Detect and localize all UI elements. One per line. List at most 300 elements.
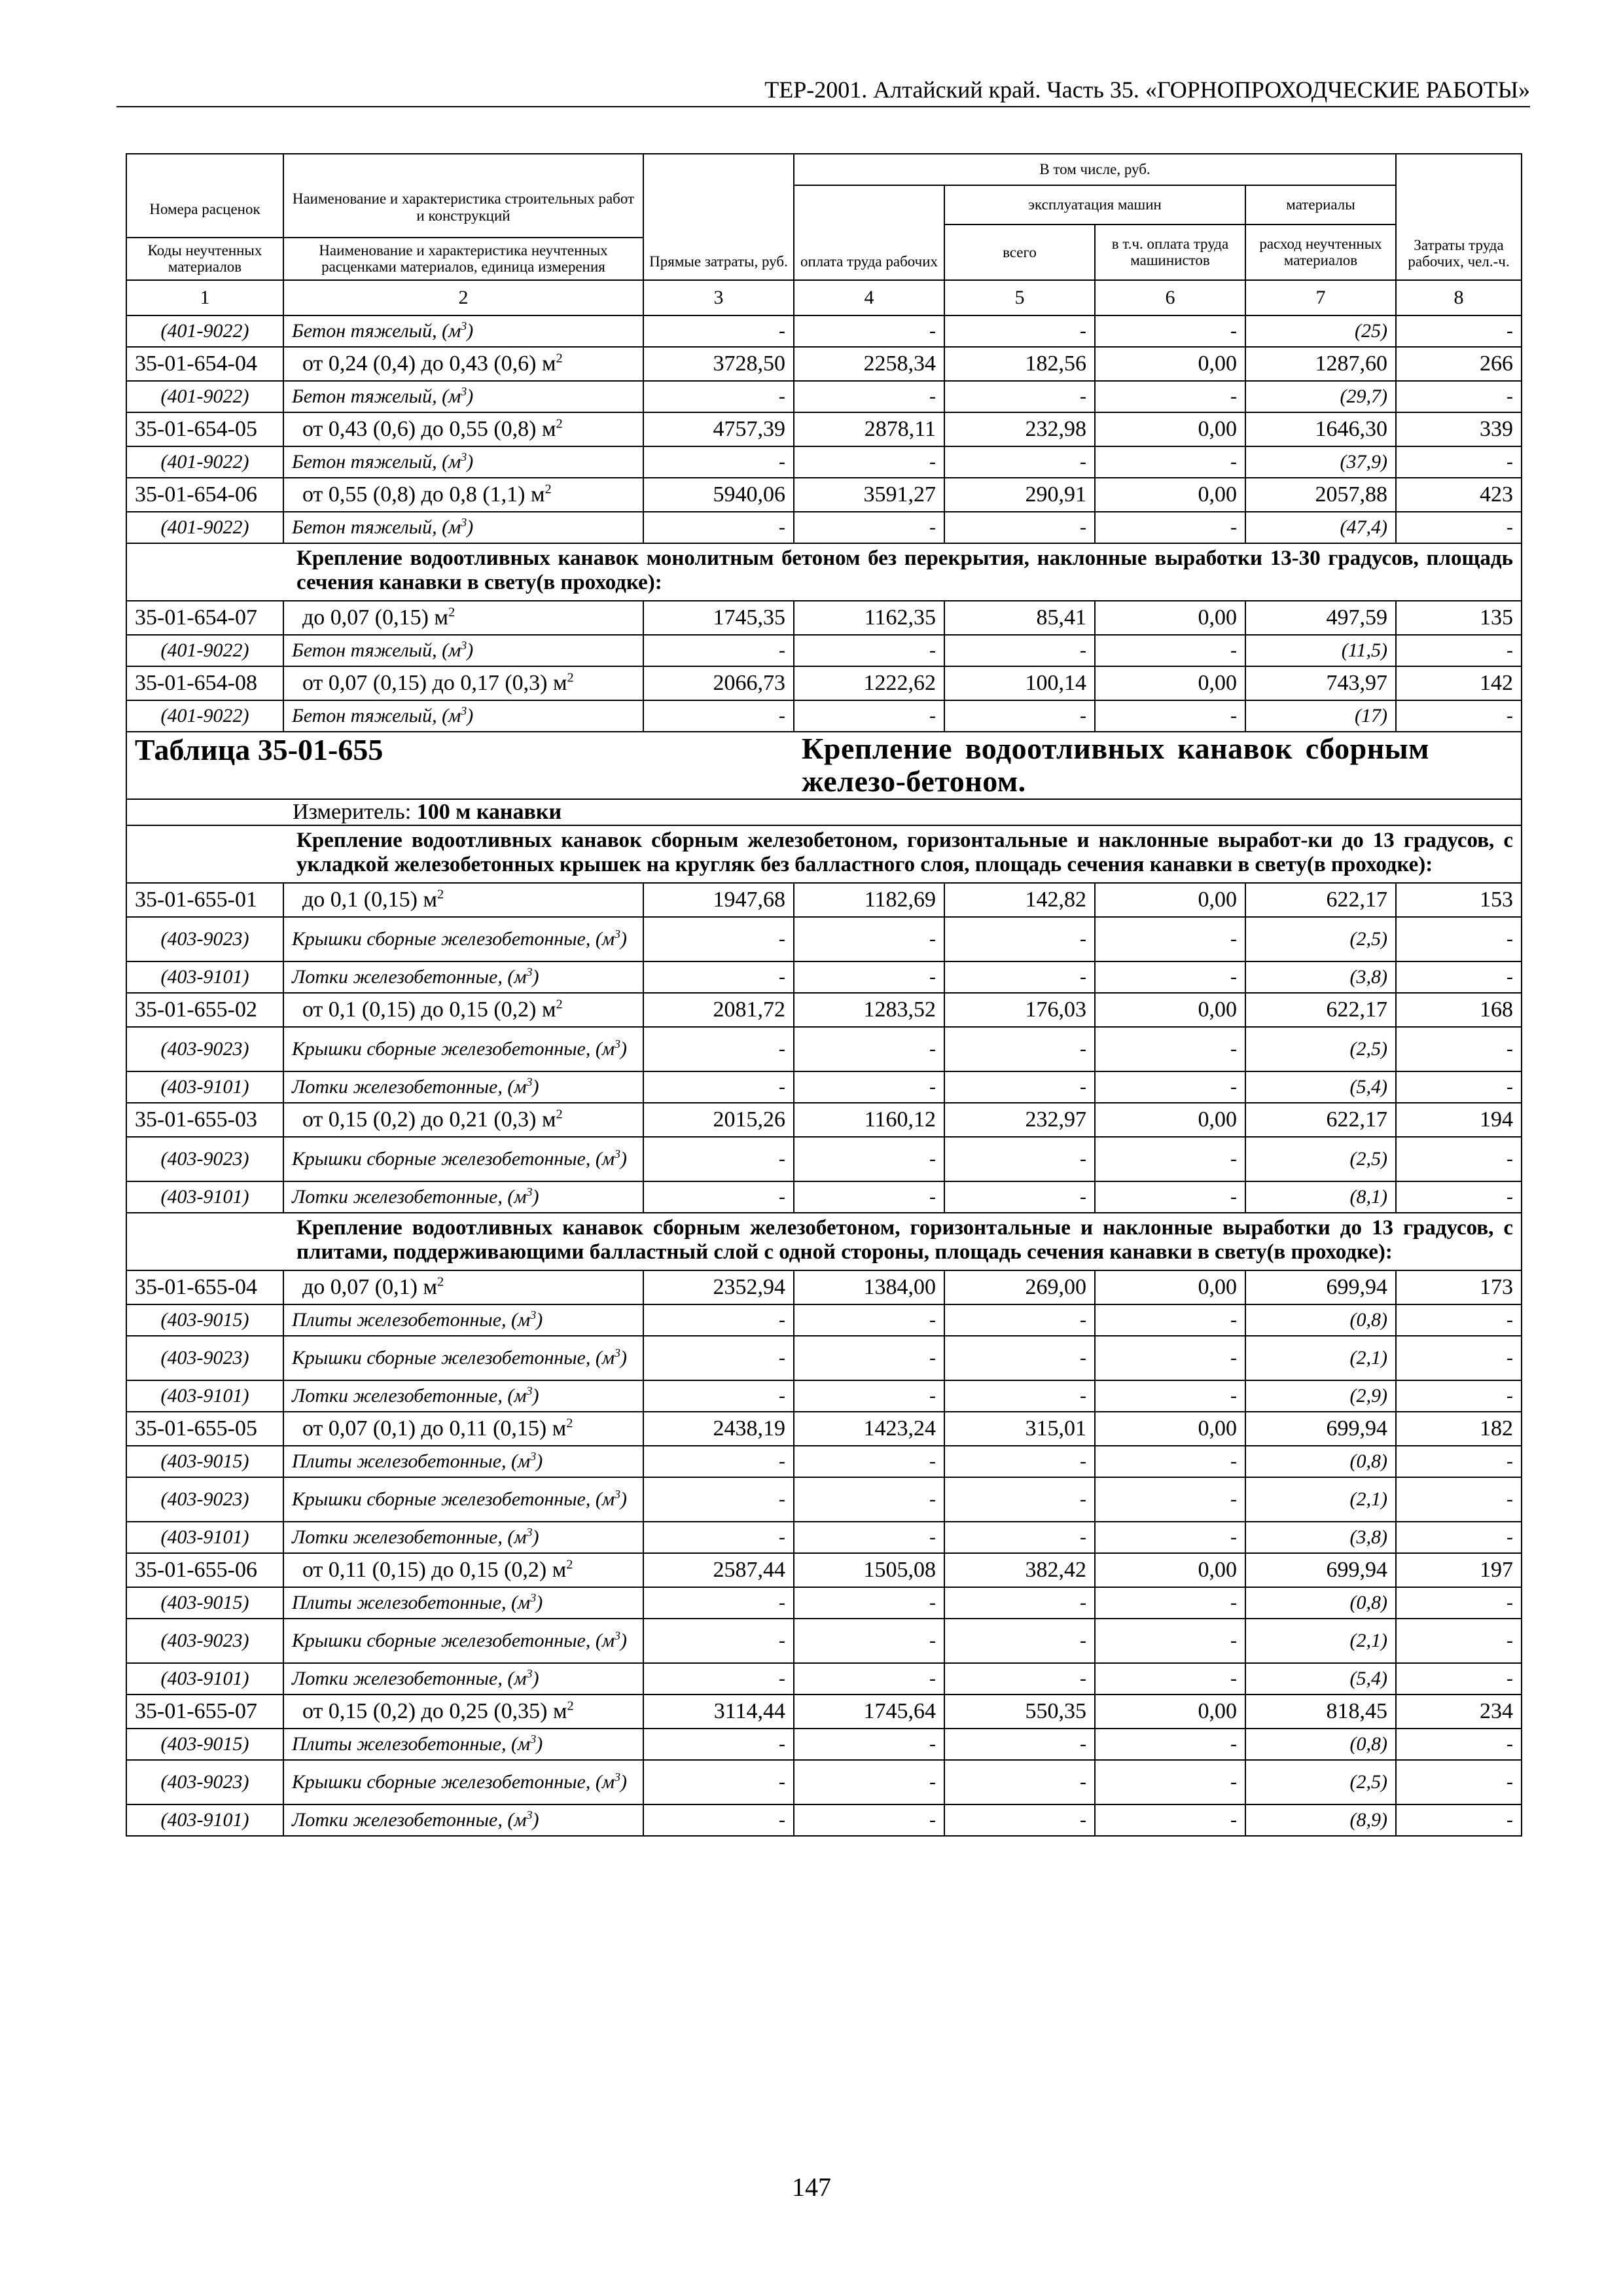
unit-exponent: 2 xyxy=(566,1416,573,1431)
rate-code: 35-01-655-03 xyxy=(126,1103,283,1137)
header-machinist-pay: в т.ч. оплата труда машинистов xyxy=(1095,224,1245,280)
material-row xyxy=(126,1477,1522,1522)
value-cell: - xyxy=(1095,446,1245,478)
value-cell: - xyxy=(1396,1477,1522,1522)
header-work-name: Наименование и характеристика строительных работ и конструкций xyxy=(283,154,643,238)
value-cell: - xyxy=(643,1304,794,1336)
value-cell: 1222,62 xyxy=(794,666,944,700)
material-consumption: (8,1) xyxy=(1245,1181,1396,1213)
value-cell: - xyxy=(794,1304,944,1336)
header-machine-operation: эксплуатация машин xyxy=(944,185,1245,224)
value-cell: 1287,60 xyxy=(1245,347,1396,381)
material-name xyxy=(283,1336,643,1380)
value-cell: - xyxy=(1396,1336,1522,1380)
value-cell: - xyxy=(794,315,944,347)
value-cell: - xyxy=(643,1071,794,1103)
material-name-text: Лотки железобетонные, (м xyxy=(292,1808,527,1831)
rate-description-text: от 0,15 (0,2) до 0,21 (0,3) м xyxy=(302,1107,556,1132)
unit-exponent: 2 xyxy=(544,482,552,497)
value-cell: - xyxy=(944,961,1095,993)
unit-exponent: 3 xyxy=(526,1075,533,1088)
value-cell: - xyxy=(1396,1663,1522,1695)
material-code: (401-9022) xyxy=(126,381,283,412)
value-cell: 153 xyxy=(1396,883,1522,917)
value-cell: - xyxy=(1095,512,1245,543)
value-cell: - xyxy=(794,1619,944,1663)
value-cell: - xyxy=(1396,1804,1522,1836)
value-cell: - xyxy=(643,917,794,961)
value-cell: - xyxy=(1095,1663,1245,1695)
rate-description-text: до 0,07 (0,1) м xyxy=(302,1274,437,1299)
material-consumption: (2,5) xyxy=(1245,1760,1396,1804)
value-cell: 194 xyxy=(1396,1103,1522,1137)
material-name xyxy=(283,1137,643,1181)
value-cell: 176,03 xyxy=(944,993,1095,1027)
unit-suffix: ) xyxy=(532,1185,539,1208)
value-cell: - xyxy=(643,1137,794,1181)
value-cell: - xyxy=(1095,381,1245,412)
value-cell: 1505,08 xyxy=(794,1553,944,1587)
material-code: (401-9022) xyxy=(126,700,283,732)
unit-suffix: ) xyxy=(467,450,474,473)
value-cell: - xyxy=(643,961,794,993)
value-cell: - xyxy=(944,1522,1095,1553)
material-name xyxy=(283,1619,643,1663)
value-cell: - xyxy=(1095,1477,1245,1522)
value-cell: - xyxy=(1396,1446,1522,1477)
value-cell: - xyxy=(1396,700,1522,732)
material-row xyxy=(126,635,1522,666)
value-cell: 4757,39 xyxy=(643,412,794,446)
value-cell: 339 xyxy=(1396,412,1522,446)
rate-row xyxy=(126,666,1522,700)
value-cell: - xyxy=(1396,1137,1522,1181)
material-row xyxy=(126,1446,1522,1477)
value-cell: - xyxy=(944,1304,1095,1336)
value-cell: - xyxy=(944,1181,1095,1213)
rate-row xyxy=(126,883,1522,917)
rate-code: 35-01-654-04 xyxy=(126,347,283,381)
section-spacer xyxy=(126,825,283,883)
value-cell: - xyxy=(794,1071,944,1103)
value-cell: - xyxy=(1095,1336,1245,1380)
rate-description-text: от 0,07 (0,1) до 0,11 (0,15) м xyxy=(302,1416,567,1441)
value-cell: - xyxy=(643,315,794,347)
value-cell: - xyxy=(1095,700,1245,732)
material-name-text: Лотки железобетонные, (м xyxy=(292,965,527,988)
value-cell: - xyxy=(643,446,794,478)
rate-code: 35-01-655-05 xyxy=(126,1412,283,1446)
value-cell: 1745,64 xyxy=(794,1695,944,1729)
material-code: (403-9015) xyxy=(126,1304,283,1336)
rate-description xyxy=(283,412,643,446)
value-cell: - xyxy=(944,1587,1095,1619)
value-cell: 3728,50 xyxy=(643,347,794,381)
unit-exponent: 2 xyxy=(556,416,563,431)
value-cell: - xyxy=(794,1181,944,1213)
value-cell: - xyxy=(1396,1027,1522,1071)
material-name xyxy=(283,1522,643,1553)
value-cell: - xyxy=(1095,1304,1245,1336)
value-cell: - xyxy=(794,1137,944,1181)
material-consumption: (5,4) xyxy=(1245,1071,1396,1103)
value-cell: 0,00 xyxy=(1095,1103,1245,1137)
unit-suffix: ) xyxy=(532,1667,539,1689)
rate-description-text: от 0,11 (0,15) до 0,15 (0,2) м xyxy=(302,1557,567,1582)
material-row xyxy=(126,1619,1522,1663)
rate-description xyxy=(283,601,643,635)
material-row xyxy=(126,1336,1522,1380)
value-cell: - xyxy=(1095,1587,1245,1619)
material-name-text: Бетон тяжелый, (м xyxy=(292,639,461,661)
rate-description xyxy=(283,1412,643,1446)
material-name-text: Крышки сборные железобетонные, (м xyxy=(292,1629,615,1651)
rate-description-text: до 0,1 (0,15) м xyxy=(302,887,437,912)
value-cell: 622,17 xyxy=(1245,883,1396,917)
value-cell: 0,00 xyxy=(1095,666,1245,700)
rate-code: 35-01-655-02 xyxy=(126,993,283,1027)
value-cell: - xyxy=(643,1181,794,1213)
material-name-text: Лотки железобетонные, (м xyxy=(292,1075,527,1098)
value-cell: 1160,12 xyxy=(794,1103,944,1137)
value-cell: 2878,11 xyxy=(794,412,944,446)
measure-label: Измеритель: xyxy=(293,799,412,824)
value-cell: 1947,68 xyxy=(643,883,794,917)
material-row xyxy=(126,1522,1522,1553)
material-consumption: (2,9) xyxy=(1245,1380,1396,1412)
value-cell: - xyxy=(944,1137,1095,1181)
value-cell: - xyxy=(1095,917,1245,961)
material-name xyxy=(283,1729,643,1760)
value-cell: - xyxy=(944,1071,1095,1103)
value-cell: - xyxy=(944,512,1095,543)
value-cell: 168 xyxy=(1396,993,1522,1027)
value-cell: - xyxy=(944,700,1095,732)
value-cell: 100,14 xyxy=(944,666,1095,700)
unit-suffix: ) xyxy=(620,1346,627,1369)
unit-exponent: 3 xyxy=(530,1590,537,1604)
header-worker-pay: оплата труда рабочих xyxy=(794,185,944,280)
value-cell: 622,17 xyxy=(1245,1103,1396,1137)
unit-suffix: ) xyxy=(532,965,539,988)
value-cell: - xyxy=(1396,512,1522,543)
material-row xyxy=(126,1729,1522,1760)
value-cell: - xyxy=(1095,315,1245,347)
value-cell: - xyxy=(643,1804,794,1836)
unit-exponent: 3 xyxy=(615,927,620,941)
unit-suffix: ) xyxy=(532,1384,539,1407)
material-code: (403-9101) xyxy=(126,1380,283,1412)
material-name xyxy=(283,1181,643,1213)
unit-exponent: 2 xyxy=(567,1698,574,1713)
value-cell: 0,00 xyxy=(1095,1695,1245,1729)
value-cell: 1384,00 xyxy=(794,1270,944,1304)
value-cell: - xyxy=(1396,1181,1522,1213)
unit-suffix: ) xyxy=(620,927,627,950)
unit-suffix: ) xyxy=(620,1488,627,1510)
value-cell: - xyxy=(1095,1137,1245,1181)
material-consumption: (2,5) xyxy=(1245,1137,1396,1181)
material-name-text: Крышки сборные железобетонные, (м xyxy=(292,1346,615,1369)
value-cell: 2066,73 xyxy=(643,666,794,700)
section-heading-row xyxy=(126,543,1522,601)
value-cell: 3114,44 xyxy=(643,1695,794,1729)
value-cell: - xyxy=(1095,1380,1245,1412)
value-cell: - xyxy=(794,1587,944,1619)
unit-exponent: 3 xyxy=(615,1628,620,1642)
material-consumption: (47,4) xyxy=(1245,512,1396,543)
unit-exponent: 3 xyxy=(526,1185,533,1198)
value-cell: - xyxy=(1396,1380,1522,1412)
value-cell: - xyxy=(944,446,1095,478)
value-cell: - xyxy=(643,1663,794,1695)
column-number: 5 xyxy=(944,280,1095,315)
value-cell: 2438,19 xyxy=(643,1412,794,1446)
value-cell: 315,01 xyxy=(944,1412,1095,1446)
value-cell: 0,00 xyxy=(1095,1270,1245,1304)
material-code: (403-9023) xyxy=(126,1477,283,1522)
rate-description xyxy=(283,666,643,700)
material-name-text: Лотки железобетонные, (м xyxy=(292,1526,527,1548)
value-cell: - xyxy=(944,1619,1095,1663)
value-cell: 135 xyxy=(1396,601,1522,635)
value-cell: - xyxy=(1095,635,1245,666)
unit-exponent: 3 xyxy=(526,1808,533,1821)
material-consumption: (3,8) xyxy=(1245,1522,1396,1553)
material-name xyxy=(283,961,643,993)
value-cell: 382,42 xyxy=(944,1553,1095,1587)
material-consumption: (37,9) xyxy=(1245,446,1396,478)
value-cell: 2057,88 xyxy=(1245,478,1396,512)
material-code: (403-9023) xyxy=(126,1027,283,1071)
material-code: (403-9015) xyxy=(126,1446,283,1477)
value-cell: - xyxy=(944,315,1095,347)
value-cell: - xyxy=(643,1380,794,1412)
header-material-names: Наименование и характеристика неучтенных расценками материалов, единица измерения xyxy=(283,238,643,280)
value-cell: - xyxy=(1396,1522,1522,1553)
material-name xyxy=(283,1027,643,1071)
unit-suffix: ) xyxy=(620,1147,627,1170)
unit-exponent: 2 xyxy=(556,1107,563,1122)
value-cell: 0,00 xyxy=(1095,1412,1245,1446)
page-number: 147 xyxy=(792,2172,831,2202)
unit-exponent: 2 xyxy=(448,605,455,620)
unit-suffix: ) xyxy=(536,1732,543,1755)
value-cell: - xyxy=(1396,1071,1522,1103)
material-code: (403-9023) xyxy=(126,1137,283,1181)
material-name-text: Бетон тяжелый, (м xyxy=(292,704,461,726)
value-cell: 423 xyxy=(1396,478,1522,512)
value-cell: - xyxy=(1095,1522,1245,1553)
value-cell: - xyxy=(794,512,944,543)
material-name-text: Плиты железобетонные, (м xyxy=(292,1591,531,1613)
header-materials: материалы xyxy=(1245,185,1396,224)
value-cell: 1162,35 xyxy=(794,601,944,635)
value-cell: 232,97 xyxy=(944,1103,1095,1137)
unit-exponent: 3 xyxy=(615,1147,620,1160)
material-row xyxy=(126,381,1522,412)
material-row xyxy=(126,1380,1522,1412)
material-code: (403-9023) xyxy=(126,1336,283,1380)
material-row xyxy=(126,700,1522,732)
material-name-text: Лотки железобетонные, (м xyxy=(292,1667,527,1689)
value-cell: 550,35 xyxy=(944,1695,1095,1729)
value-cell: 0,00 xyxy=(1095,601,1245,635)
unit-exponent: 3 xyxy=(461,450,467,463)
value-cell: - xyxy=(643,1729,794,1760)
material-name-text: Бетон тяжелый, (м xyxy=(292,450,461,473)
value-cell: - xyxy=(794,1446,944,1477)
material-code: (403-9101) xyxy=(126,1804,283,1836)
material-name-text: Плиты железобетонные, (м xyxy=(292,1450,531,1472)
material-row xyxy=(126,1304,1522,1336)
rate-code: 35-01-655-07 xyxy=(126,1695,283,1729)
value-cell: 232,98 xyxy=(944,412,1095,446)
unit-suffix: ) xyxy=(467,319,474,342)
rate-row xyxy=(126,1412,1522,1446)
unit-exponent: 3 xyxy=(461,704,467,717)
value-cell: 5940,06 xyxy=(643,478,794,512)
value-cell: - xyxy=(1396,1729,1522,1760)
value-cell: 0,00 xyxy=(1095,1553,1245,1587)
material-name xyxy=(283,1804,643,1836)
value-cell: - xyxy=(794,1804,944,1836)
value-cell: - xyxy=(794,1380,944,1412)
rate-row xyxy=(126,1103,1522,1137)
value-cell: - xyxy=(643,700,794,732)
value-cell: - xyxy=(944,635,1095,666)
rate-code: 35-01-655-04 xyxy=(126,1270,283,1304)
rate-code: 35-01-654-06 xyxy=(126,478,283,512)
rate-description-text: от 0,55 (0,8) до 0,8 (1,1) м xyxy=(302,482,545,507)
rate-description xyxy=(283,478,643,512)
value-cell: - xyxy=(944,1027,1095,1071)
unit-suffix: ) xyxy=(532,1808,539,1831)
header-material-codes: Коды неучтенных материалов xyxy=(126,238,283,280)
value-cell: - xyxy=(944,917,1095,961)
material-name xyxy=(283,512,643,543)
material-name xyxy=(283,1380,643,1412)
section-heading: Крепление водоотливных канавок сборным железобетоном, горизонтальные и наклонные выработ-ки до 13 градусов, с укладкой железобетонных крышек на кругляк без балластного слоя, площадь сечения канавки в свету(в проходке): xyxy=(283,825,1522,883)
rate-description xyxy=(283,993,643,1027)
table-measure xyxy=(283,799,1522,825)
value-cell: - xyxy=(643,1446,794,1477)
rate-description xyxy=(283,883,643,917)
header-labor-costs: Затраты труда рабочих, чел.-ч. xyxy=(1396,154,1522,280)
material-name xyxy=(283,315,643,347)
value-cell: - xyxy=(1396,381,1522,412)
section-heading-row xyxy=(126,1213,1522,1270)
material-code: (401-9022) xyxy=(126,635,283,666)
material-code: (403-9101) xyxy=(126,1181,283,1213)
value-cell: 182,56 xyxy=(944,347,1095,381)
material-name-text: Бетон тяжелый, (м xyxy=(292,385,461,407)
material-name-text: Плиты железобетонные, (м xyxy=(292,1308,531,1331)
value-cell: - xyxy=(944,1804,1095,1836)
material-name-text: Бетон тяжелый, (м xyxy=(292,516,461,538)
value-cell: - xyxy=(1396,635,1522,666)
material-code: (403-9015) xyxy=(126,1587,283,1619)
value-cell: - xyxy=(944,1729,1095,1760)
unit-exponent: 2 xyxy=(437,1274,444,1289)
unit-suffix: ) xyxy=(620,1037,627,1060)
rate-description xyxy=(283,1103,643,1137)
header-machine-total: всего xyxy=(944,224,1095,280)
material-name xyxy=(283,1071,643,1103)
value-cell: 173 xyxy=(1396,1270,1522,1304)
material-consumption: (25) xyxy=(1245,315,1396,347)
value-cell: - xyxy=(1095,1729,1245,1760)
column-number: 6 xyxy=(1095,280,1245,315)
material-code: (403-9101) xyxy=(126,1522,283,1553)
material-consumption: (11,5) xyxy=(1245,635,1396,666)
value-cell: - xyxy=(643,1477,794,1522)
material-name xyxy=(283,1587,643,1619)
unit-exponent: 2 xyxy=(556,997,563,1012)
value-cell: - xyxy=(794,1336,944,1380)
value-cell: - xyxy=(643,1587,794,1619)
material-name-text: Крышки сборные железобетонные, (м xyxy=(292,1147,615,1170)
value-cell: - xyxy=(1095,1446,1245,1477)
value-cell: - xyxy=(944,381,1095,412)
value-cell: 197 xyxy=(1396,1553,1522,1587)
value-cell: 2015,26 xyxy=(643,1103,794,1137)
unit-exponent: 2 xyxy=(566,1557,573,1572)
rate-row xyxy=(126,993,1522,1027)
rate-description-text: от 0,24 (0,4) до 0,43 (0,6) м xyxy=(302,351,556,376)
value-cell: 743,97 xyxy=(1245,666,1396,700)
value-cell: - xyxy=(794,1729,944,1760)
table-header xyxy=(126,154,1522,315)
unit-suffix: ) xyxy=(467,385,474,407)
unit-exponent: 3 xyxy=(461,319,467,332)
value-cell: - xyxy=(944,1446,1095,1477)
value-cell: 182 xyxy=(1396,1412,1522,1446)
material-name xyxy=(283,1304,643,1336)
value-cell: - xyxy=(643,1027,794,1071)
rate-description-text: от 0,15 (0,2) до 0,25 (0,35) м xyxy=(302,1698,567,1723)
unit-exponent: 3 xyxy=(530,1449,537,1463)
rate-code: 35-01-654-08 xyxy=(126,666,283,700)
rate-description-text: от 0,07 (0,15) до 0,17 (0,3) м xyxy=(302,670,567,695)
unit-exponent: 3 xyxy=(530,1308,537,1321)
value-cell: - xyxy=(1095,1804,1245,1836)
material-row xyxy=(126,315,1522,347)
value-cell: - xyxy=(1396,961,1522,993)
material-code: (403-9023) xyxy=(126,1760,283,1804)
unit-exponent: 3 xyxy=(615,1346,620,1359)
value-cell: - xyxy=(1095,1071,1245,1103)
value-cell: - xyxy=(1396,917,1522,961)
unit-suffix: ) xyxy=(536,1308,543,1331)
header-direct-costs: Прямые затраты, руб. xyxy=(643,154,794,280)
value-cell: - xyxy=(643,635,794,666)
value-cell: 2258,34 xyxy=(794,347,944,381)
unit-exponent: 3 xyxy=(615,1770,620,1784)
material-code: (403-9015) xyxy=(126,1729,283,1760)
material-row xyxy=(126,1760,1522,1804)
section-heading: Крепление водоотливных канавок монолитным бетоном без перекрытия, наклонные выработки 13-30 градусов, площадь сечения канавки в свету(в проходке): xyxy=(283,543,1522,601)
unit-exponent: 3 xyxy=(615,1487,620,1501)
material-consumption: (2,1) xyxy=(1245,1336,1396,1380)
table-title: Таблица 35-01-655 xyxy=(126,732,794,799)
value-cell: - xyxy=(794,1027,944,1071)
material-row xyxy=(126,1027,1522,1071)
rate-row xyxy=(126,1695,1522,1729)
value-cell: 818,45 xyxy=(1245,1695,1396,1729)
material-name-text: Бетон тяжелый, (м xyxy=(292,319,461,342)
material-consumption: (5,4) xyxy=(1245,1663,1396,1695)
